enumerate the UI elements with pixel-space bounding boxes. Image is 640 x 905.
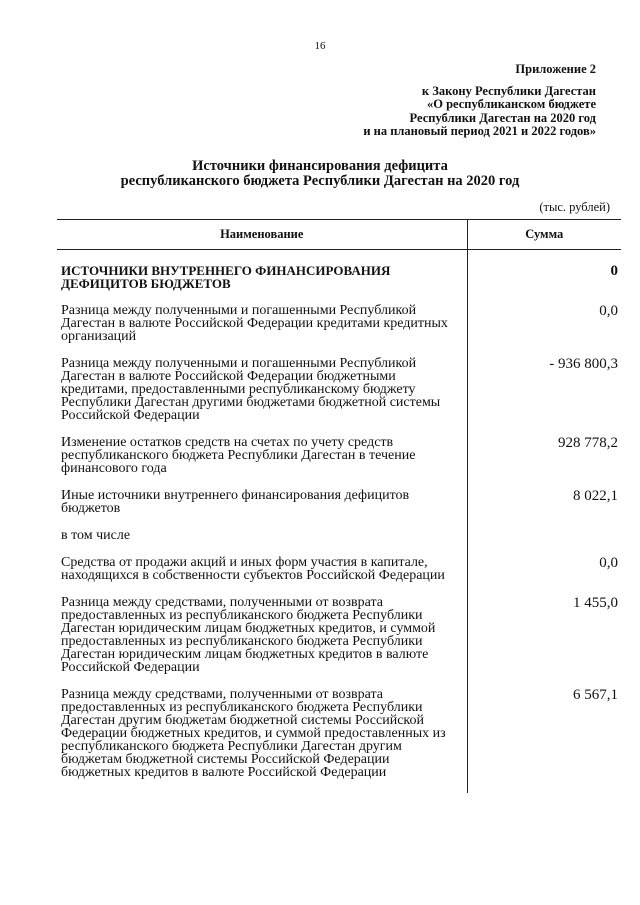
- title-line: республиканского бюджета Республики Дагестан на 2020 год: [120, 173, 520, 189]
- table-row: [57, 596, 621, 674]
- row-amount: 0: [610, 263, 618, 279]
- appendix-label: Приложение 2: [515, 62, 596, 76]
- row-name: Разница между полученными и погашенными Республикой Дагестан в валюте Российской Федерации бюджетными кредитами, предоставленными республиканскому бюджету Республики Дагестан другими бюджетами бюджетной системы Российской Федерации: [57, 357, 467, 422]
- row-name: Средства от продажи акций и иных форм участия в капитале, находящихся в собственности субъектов Российской Федерации: [57, 556, 467, 582]
- table-header-row: [57, 220, 621, 250]
- row-amount: [467, 529, 621, 542]
- page-number: 16: [314, 40, 326, 52]
- appendix-line: Республики Дагестан на 2020 год: [409, 110, 596, 125]
- table-row: [57, 304, 621, 343]
- row-name: Иные источники внутреннего финансирования дефицитов бюджетов: [57, 489, 467, 515]
- table-row: [57, 489, 621, 515]
- appendix-header: [363, 63, 596, 139]
- header-amount: Сумма: [467, 220, 621, 250]
- row-name: Разница между полученными и погашенными Республикой Дагестан в валюте Российской Федерации кредитами кредитных организаций: [57, 304, 467, 343]
- financing-table: [57, 219, 621, 793]
- units-label: (тыс. рублей): [539, 200, 610, 214]
- row-amount: 928 778,2: [558, 435, 618, 451]
- header-name: Наименование: [57, 220, 467, 250]
- appendix-line: к Закону Республики Дагестан: [421, 83, 596, 98]
- appendix-line: и на плановый период 2021 и 2022 годов»: [363, 124, 596, 138]
- row-amount: 8 022,1: [573, 488, 618, 504]
- table-row: [57, 357, 621, 422]
- row-amount: 1 455,0: [573, 595, 618, 611]
- document-title: [0, 159, 640, 189]
- table-row: [57, 264, 621, 290]
- table-row: [57, 529, 621, 542]
- row-amount: 0,0: [599, 303, 618, 319]
- row-amount: 0,0: [599, 555, 618, 571]
- appendix-line: «О республиканском бюджете: [427, 97, 596, 111]
- row-name: Изменение остатков средств на счетах по учету средств республиканского бюджета Республики Дагестан в течение финансового года: [57, 436, 467, 475]
- table-row: [57, 556, 621, 582]
- title-line: Источники финансирования дефицита: [192, 158, 448, 174]
- row-amount: - 936 800,3: [549, 356, 618, 372]
- table-row: [57, 436, 621, 475]
- row-name: в том числе: [57, 529, 467, 542]
- row-name: Разница между средствами, полученными от возврата предоставленных из республиканского бюджета Республики Дагестан юридическим лицам бюджетных кредитов, и суммой предоставленных из республиканского бюджета Республики Дагестан юридическим лицам бюджетных кредитов в валюте Российской Федерации: [57, 596, 467, 674]
- row-name: ИСТОЧНИКИ ВНУТРЕННЕГО ФИНАНСИРОВАНИЯ ДЕФИЦИТОВ БЮДЖЕТОВ: [57, 264, 467, 290]
- table-row: [57, 688, 621, 779]
- row-name: Разница между средствами, полученными от возврата предоставленных из республиканского бюджета Республики Дагестан другим бюджетам бюджетной системы Российской Федерации бюджетных кредитов, и суммой предоставленных из республиканского бюджета Республики Дагестан другим бюджетам бюджетной системы Российской Федерации бюджетных кредитов в валюте Российской Федерации: [57, 688, 467, 779]
- row-amount: 6 567,1: [573, 687, 618, 703]
